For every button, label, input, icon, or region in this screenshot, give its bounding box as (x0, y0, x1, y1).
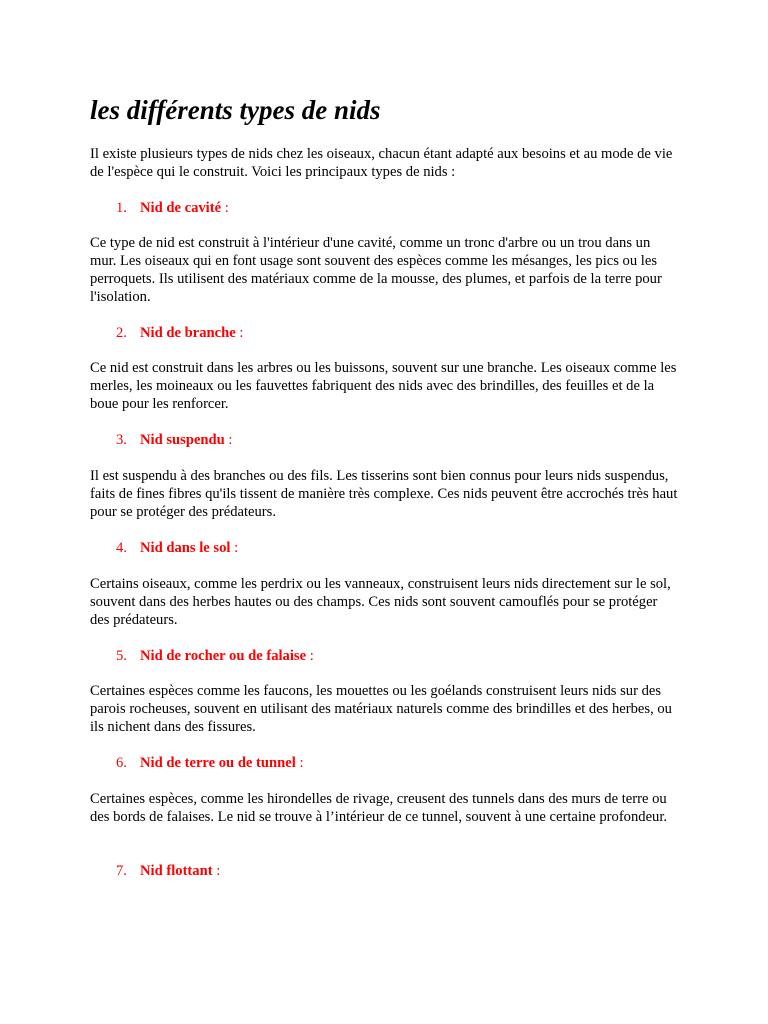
intro-paragraph: Il existe plusieurs types de nids chez les oiseaux, chacun étant adapté aux besoins et au mode de vie de l'espèce qui le construit. Voici les principaux types de nids : (90, 146, 673, 180)
section-paragraph-tunnel: Certaines espèces, comme les hirondelles de rivage, creusent des tunnels dans des murs de terre ou des bords de falaises. Le nid se trouve à l’intérieur de ce tunnel, souvent à une certaine profondeur. (90, 791, 668, 825)
section-heading-floating (116, 862, 220, 880)
section-paragraph-cavity: Ce type de nid est construit à l'intérieur d'une cavité, comme un tronc d'arbre ou un trou dans un mur. Les oiseaux qui en font usage sont souvent des espèces comme les mésanges, les pics ou les perroquets. Ils utilisent des matériaux comme de la mousse, des plumes, et parfois de la terre pour l'isolation. (90, 235, 662, 305)
section-number: 5. (116, 648, 127, 664)
section-heading-tunnel (116, 754, 304, 772)
section-heading-cavity (116, 199, 229, 217)
section-paragraph-branch: Ce nid est construit dans les arbres ou les buissons, souvent sur une branche. Les oiseaux comme les merles, les moineaux ou les fauvettes fabriquent des nids avec des brindilles, des feuilles et de la boue pour les renforcer. (90, 360, 677, 412)
section-paragraph-cliff: Certaines espèces comme les faucons, les mouettes ou les goélands construisent leurs nids sur des parois rocheuses, souvent en utilisant des matériaux naturels comme des brindilles et des herbes, ou ils nichent dans des fissures. (90, 683, 672, 735)
section-label: Nid de branche (140, 325, 236, 341)
section-heading-ground (116, 539, 238, 557)
section-label: Nid de rocher ou de falaise (140, 648, 307, 664)
section-number: 1. (116, 200, 127, 216)
section-suffix: : (212, 863, 221, 879)
section-label: Nid suspendu (140, 432, 225, 448)
section-label: Nid de cavité (140, 200, 222, 216)
section-number: 3. (116, 432, 127, 448)
section-paragraph-ground: Certains oiseaux, comme les perdrix ou les vanneaux, construisent leurs nids directement sur le sol, souvent dans des herbes hautes ou des champs. Ces nids sont souvent camouflés pour se protéger des prédateurs. (90, 576, 671, 628)
section-number: 7. (116, 863, 127, 879)
section-paragraph-suspended: Il est suspendu à des branches ou des fils. Les tisserins sont bien connus pour leurs nids suspendus, faits de fines fibres qu'ils tissent de manière très complexe. Ces nids peuvent être accrochés très haut pour se protéger des prédateurs. (90, 468, 678, 520)
section-heading-cliff (116, 647, 314, 665)
section-suffix: : (230, 540, 239, 556)
section-suffix: : (306, 648, 314, 664)
document-title: les différents types de nids (90, 95, 381, 125)
section-heading-branch (116, 324, 243, 342)
section-number: 2. (116, 325, 127, 341)
section-suffix: : (295, 755, 304, 771)
section-heading-suspended (116, 431, 232, 449)
section-label: Nid flottant (140, 863, 213, 879)
section-suffix: : (221, 200, 229, 216)
section-label: Nid de terre ou de tunnel (140, 755, 296, 771)
section-suffix: : (235, 325, 244, 341)
section-number: 6. (116, 755, 127, 771)
section-suffix: : (224, 432, 233, 448)
section-label: Nid dans le sol (140, 540, 231, 556)
section-number: 4. (116, 540, 127, 556)
